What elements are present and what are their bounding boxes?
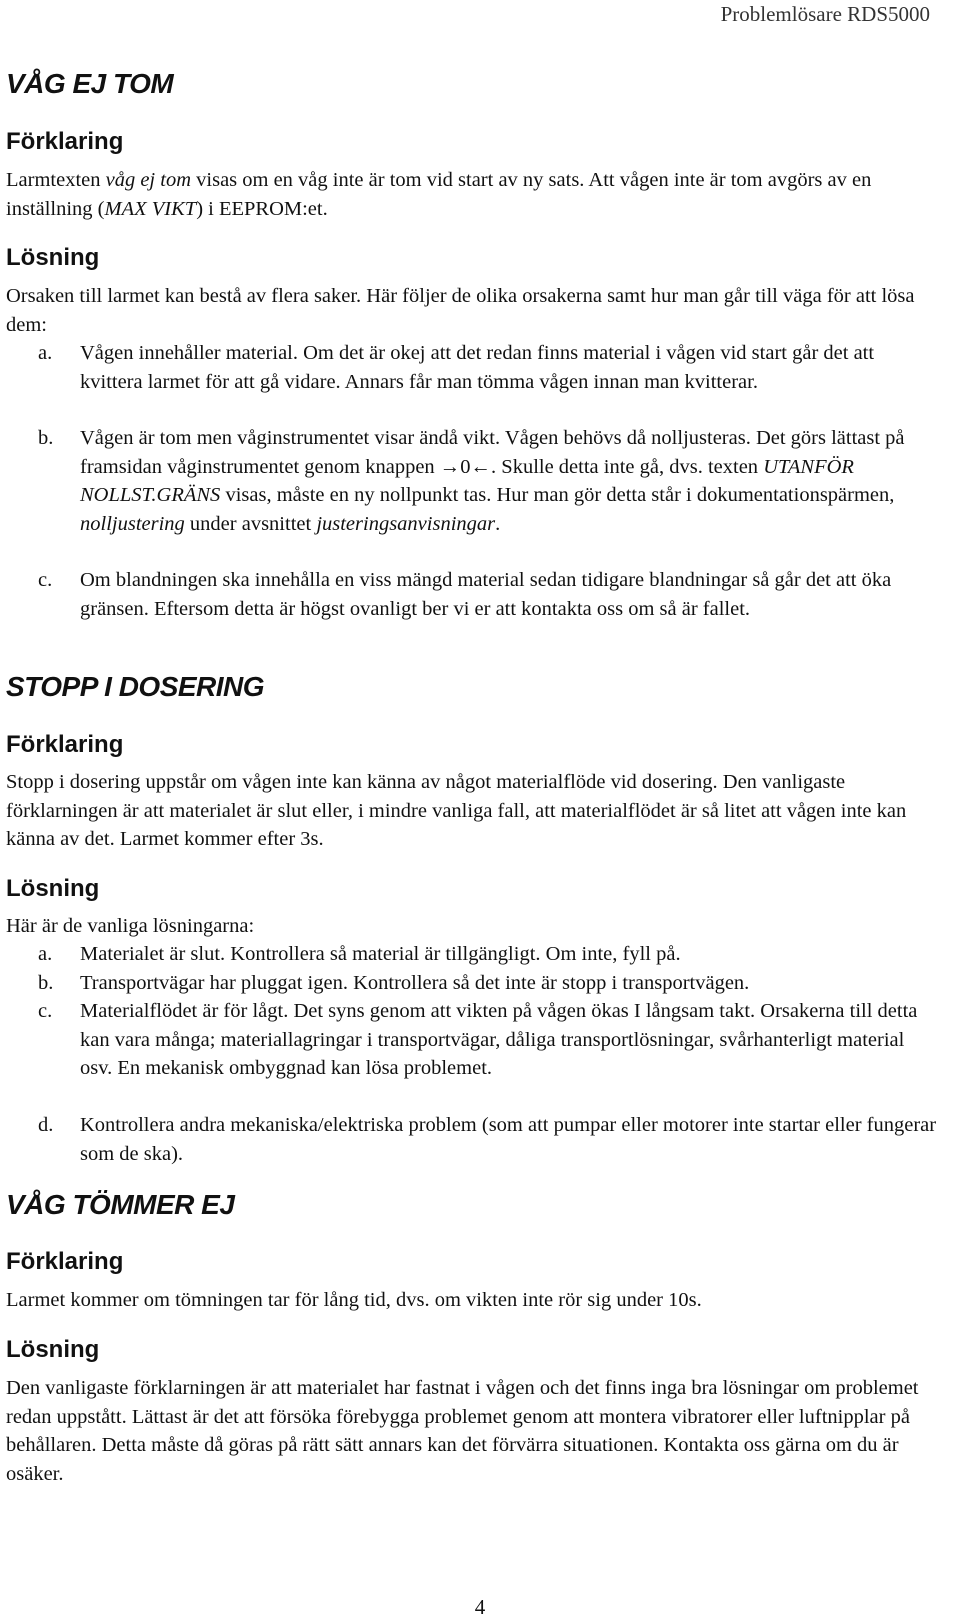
- list-item: b. Vågen är tom men våginstrumentet visar ändå vikt. Vågen behövs då nolljusteras. Det görs lättast på framsidan våginstrumentet genom knappen →0←. Skulle detta inte gå, dvs. texten UTANFÖR NOLLST.GRÄNS visas, måste en ny nollpunkt tas. Hur man gör detta står i dokumentationspärmen, nolljustering under avsnittet justeringsanvisningar.: [38, 427, 905, 535]
- section-title-vag-ej-tom: VÅG EJ TOM: [6, 68, 174, 99]
- list-item: a. Materialet är slut. Kontrollera så material är tillgängligt. Om inte, fyll på.: [38, 943, 681, 965]
- list-item: d. Kontrollera andra mekaniska/elektriska problem (som att pumpar eller motorer inte startar eller fungerar som de ska).: [38, 1114, 937, 1165]
- paragraph: Larmet kommer om tömningen tar för lång tid, dvs. om vikten inte rör sig under 10s.: [6, 1289, 702, 1311]
- section-title-stopp-i-dosering: STOPP I DOSERING: [6, 671, 265, 702]
- paragraph: Den vanligaste förklarningen är att materialet har fastnat i vågen och det finns inga bra lösningar om problemet redan uppstått. Lättast är det att försöka förebygga problemet genom att montera vibratorer eller luftnipplar på behållaren. Detta måste då göras på rätt sätt annars kan det förvärra situationen. Kontakta oss gärna om du är osäker.: [6, 1377, 919, 1485]
- subheading-losning: Lösning: [6, 1336, 100, 1363]
- subheading-forklaring: Förklaring: [6, 128, 124, 155]
- running-header: Problemlösare RDS5000: [720, 2, 930, 26]
- subheading-losning: Lösning: [6, 875, 100, 902]
- subheading-forklaring: Förklaring: [6, 731, 124, 758]
- list-item: b. Transportvägar har pluggat igen. Kontrollera så det inte är stopp i transportvägen.: [38, 972, 750, 994]
- paragraph: Stopp i dosering uppstår om vågen inte kan känna av något materialflöde vid dosering. Den vanligaste förklarningen är att materialet är slut eller, i mindre vanliga fall, att materialflödet är så litet att vågen inte kan känna av det. Larmet kommer efter 3s.: [6, 771, 907, 850]
- subheading-forklaring: Förklaring: [6, 1248, 124, 1275]
- subheading-losning: Lösning: [6, 244, 100, 271]
- section-title-vag-tommer-ej: VÅG TÖMMER EJ: [6, 1189, 235, 1220]
- page-number: 4: [474, 1595, 486, 1619]
- list-item: c. Materialflödet är för lågt. Det syns genom att vikten på vågen ökas I långsam takt. Orsakerna till detta kan vara många; materiallagringar i transportvägar, dåliga transportlösningar, svårhanterligt material osv. En mekanisk ombyggnad kan lösa problemet.: [38, 1000, 918, 1079]
- paragraph: Larmtexten våg ej tom visas om en våg inte är tom vid start av ny sats. Att vågen inte är tom avgörs av en inställning (MAX VIKT) i EEPROM:et.: [6, 169, 872, 220]
- list-item: c. Om blandningen ska innehålla en viss mängd material sedan tidigare blandningar så går det att öka gränsen. Eftersom detta är högst ovanligt ber vi er att kontakta oss om så är fallet.: [38, 569, 892, 620]
- list-item: a. Vågen innehåller material. Om det är okej att det redan finns material i vågen vid start går det att kvittera larmet för att gå vidare. Annars får man tömma vågen innan man kvitterar.: [38, 342, 875, 393]
- paragraph: Orsaken till larmet kan bestå av flera saker. Här följer de olika orsakerna samt hur man går till väga för att lösa dem:: [6, 285, 915, 336]
- paragraph: Här är de vanliga lösningarna:: [6, 915, 255, 937]
